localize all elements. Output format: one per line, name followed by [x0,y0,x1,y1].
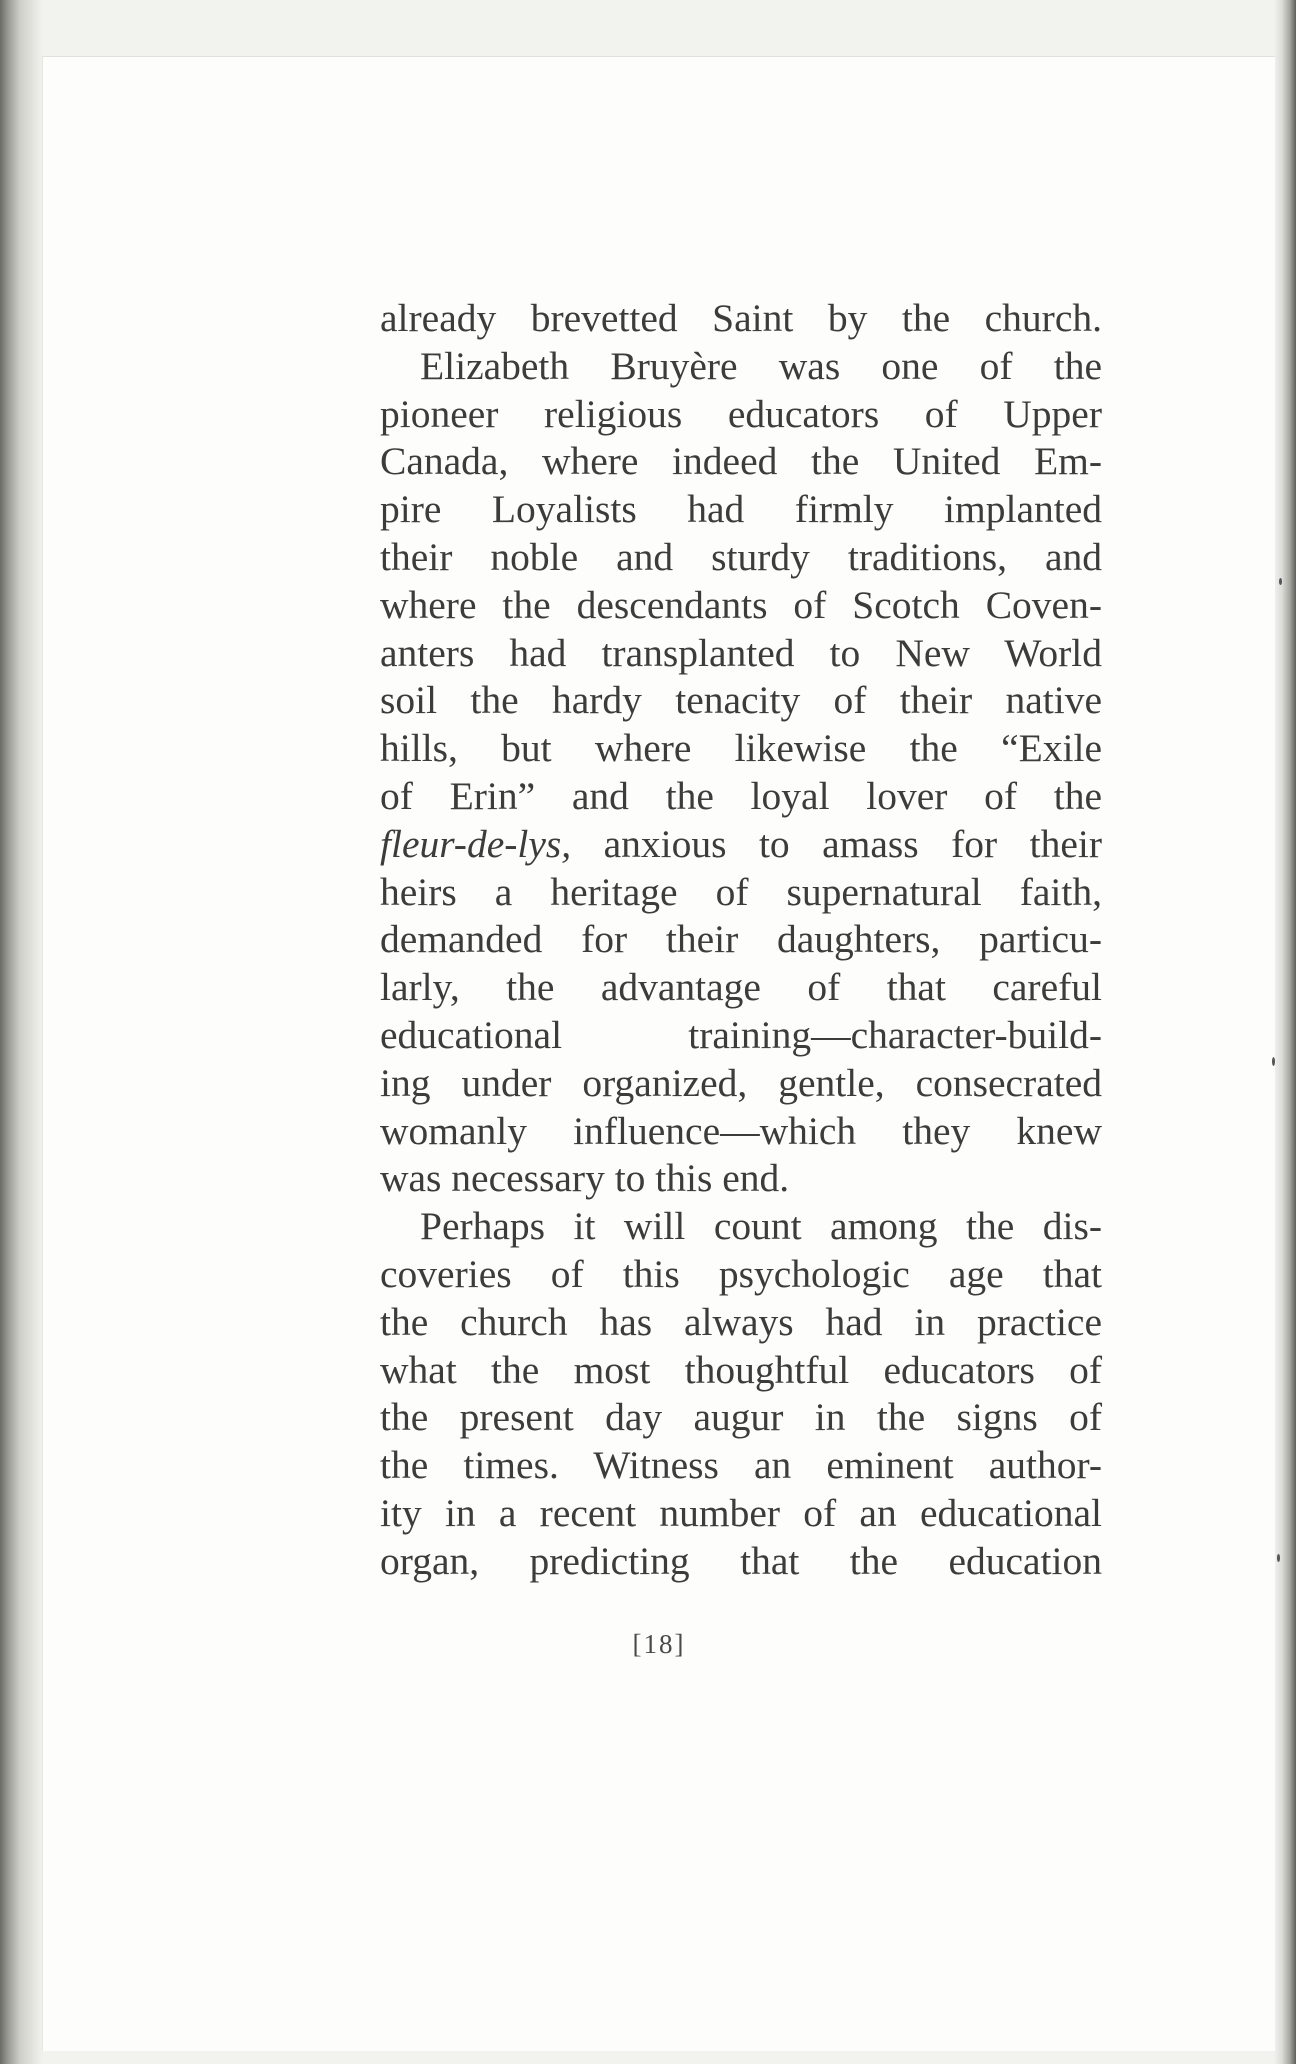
text-line: the present day augur in the signs of [380,1395,1102,1440]
text-line: larly, the advantage of that careful [380,965,1102,1010]
text-line: hills, but where likewise the “Exile [380,726,1102,771]
scan-edge-right [1274,0,1296,2064]
text-line: Canada, where indeed the United Em- [380,439,1102,484]
text-line: the church has always had in practice [380,1299,1102,1344]
text-line-rest: anxious to amass for their [571,821,1102,866]
italic-phrase: fleur-de-lys, [380,821,572,866]
text-line: anters had transplanted to New World [380,630,1102,675]
page-number: [18] [632,1629,686,1659]
text-line: of Erin” and the loyal lover of the [380,773,1102,818]
text-line: demanded for their daughters, particu- [380,917,1102,962]
scan-speck [1277,1554,1280,1562]
text-line: educational training—character-build- [380,1012,1102,1057]
text-line: heirs a heritage of supernatural faith, [380,869,1102,914]
scan-speck [1272,1057,1275,1066]
text-line-italic-start [380,821,1102,869]
text-line: pire Loyalists had firmly implanted [380,487,1102,532]
text-line: ing under organized, gentle, consecrated [380,1060,1102,1105]
body-text [380,295,1102,1586]
text-line: already brevetted Saint by the church. [380,296,1102,340]
text-line: what the most thoughtful educators of [380,1347,1102,1392]
text-line: soil the hardy tenacity of their native [380,678,1102,723]
scan-speck [1279,578,1282,585]
text-line: their noble and sturdy traditions, and [380,534,1102,579]
text-line: coveries of this psychologic age that [380,1251,1102,1296]
text-line: ity in a recent number of an educational [380,1490,1102,1535]
text-line: was necessary to this end. [380,1156,790,1201]
text-line: where the descendants of Scotch Coven- [380,582,1102,627]
scan-edge-left [0,0,44,2064]
text-line: organ, predicting that the education [380,1538,1102,1583]
text-line: Perhaps it will count among the dis- [420,1204,1102,1249]
text-line: the times. Witness an eminent author- [380,1443,1102,1488]
book-page [42,56,1275,2051]
text-line: Elizabeth Bruyère was one of the [420,343,1102,388]
text-line: womanly influence—which they knew [380,1108,1102,1153]
text-line: pioneer religious educators of Upper [380,391,1102,436]
